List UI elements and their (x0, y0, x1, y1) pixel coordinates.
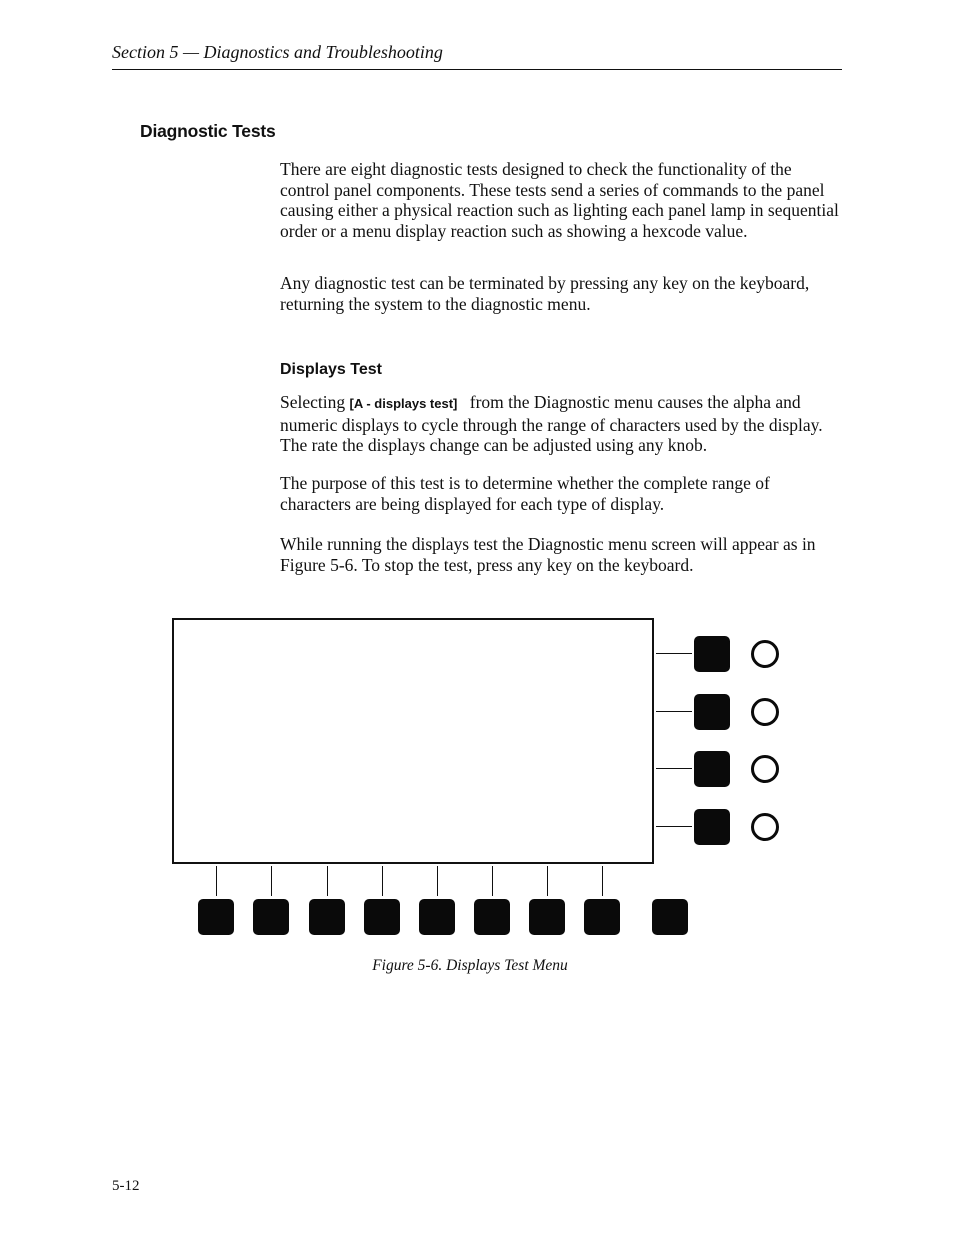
panel-lamp-1 (751, 640, 779, 668)
bottom-key-leader-line (382, 866, 383, 896)
page-number: 5-12 (112, 1178, 140, 1194)
panel-lamp-3 (751, 755, 779, 783)
bottom-key-leader-line (327, 866, 328, 896)
side-key-leader-line (656, 711, 692, 712)
side-soft-key-4[interactable] (694, 809, 730, 845)
bottom-key-leader-line (216, 866, 217, 896)
side-soft-key-1[interactable] (694, 636, 730, 672)
side-key-leader-line (656, 768, 692, 769)
panel-lamp-2 (751, 698, 779, 726)
bottom-key-leader-line (271, 866, 272, 896)
panel-lamp-4 (751, 813, 779, 841)
bottom-key-leader-line (602, 866, 603, 896)
side-key-leader-line (656, 653, 692, 654)
selecting-paragraph (280, 392, 840, 456)
intro-paragraph: There are eight diagnostic tests designed to check the functionality of the control panel components. These tests send a series of commands to the panel causing either a physical reaction such as lighting each panel lamp in sequential order or a menu display reaction such as showing a hexcode value. (280, 159, 839, 241)
selecting-text-rest: from the Diagnostic menu causes the alpha and numeric displays to cycle through the range of characters used by the display. The rate the displays change can be adjusted using any knob. (280, 392, 823, 455)
bottom-soft-key-2[interactable] (253, 899, 289, 935)
menu-display-screen (172, 618, 654, 864)
bottom-key-leader-line (492, 866, 493, 896)
header-rule (112, 69, 842, 70)
displays-test-heading: Displays Test (280, 361, 382, 378)
exit-key[interactable] (652, 899, 688, 935)
bottom-key-leader-line (437, 866, 438, 896)
selecting-text-lead: Selecting (280, 392, 350, 412)
side-soft-key-2[interactable] (694, 694, 730, 730)
bottom-soft-key-3[interactable] (309, 899, 345, 935)
purpose-paragraph: The purpose of this test is to determine whether the complete range of characters are being displayed for each type of display. (280, 473, 770, 514)
running-paragraph: While running the displays test the Diagnostic menu screen will appear as in Figure 5-6. To stop the test, press any key on the keyboard. (280, 534, 816, 575)
side-key-leader-line (656, 826, 692, 827)
running-header: Section 5 — Diagnostics and Troubleshooting (112, 42, 443, 62)
command-label: [A - displays test] (349, 396, 458, 411)
figure-caption: Figure 5-6. Displays Test Menu (372, 957, 568, 974)
bottom-soft-key-4[interactable] (364, 899, 400, 935)
bottom-soft-key-5[interactable] (419, 899, 455, 935)
section-heading: Diagnostic Tests (140, 121, 276, 141)
side-soft-key-3[interactable] (694, 751, 730, 787)
bottom-soft-key-7[interactable] (529, 899, 565, 935)
bottom-key-leader-line (547, 866, 548, 896)
terminate-paragraph: Any diagnostic test can be terminated by pressing any key on the keyboard, returning the system to the diagnostic menu. (280, 273, 810, 314)
bottom-soft-key-8[interactable] (584, 899, 620, 935)
bottom-soft-key-6[interactable] (474, 899, 510, 935)
bottom-soft-key-1[interactable] (198, 899, 234, 935)
